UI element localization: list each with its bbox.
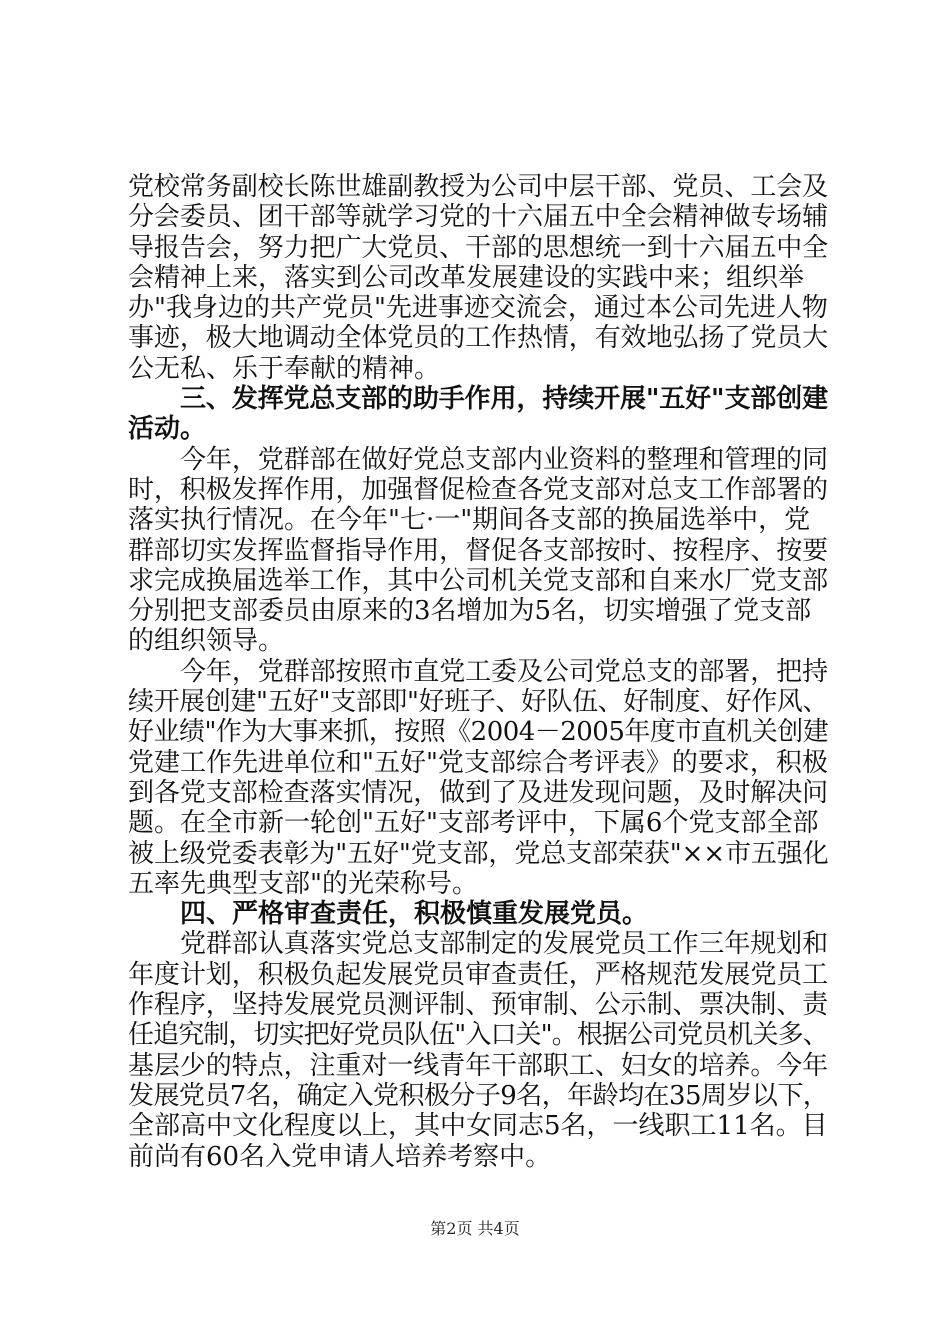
paragraph-line: 党群部认真落实党总支部制定的发展党员工作三年规划和 [180,929,829,960]
paragraph-line: 的组织领导。 [128,626,285,657]
paragraph-line: 分别把支部委员由原来的3名增加为5名，切实增强了党支部 [128,596,812,627]
paragraph-line: 落实执行情况。在今年"七·一"期间各支部的换届选举中，党 [128,505,811,536]
paragraph-line: 群部切实发挥监督指导作用，督促各支部按时、按程序、按要 [128,535,829,566]
paragraph-line: 五率先典型支部"的光荣称号。 [128,868,478,899]
paragraph-line: 续开展创建"五好"支部即"好班子、好队伍、好制度、好作风、 [128,687,828,718]
document-body [128,172,828,1172]
paragraph-line: 公无私、乐于奉献的精神。 [128,353,441,384]
paragraph-line: 作程序，坚持发展党员测评制、预审制、公示制、票决制、责 [128,990,829,1021]
paragraph-line: 题。在全市新一轮创"五好"支部考评中，下属6个党支部全部 [128,808,819,839]
paragraph-line: 基层少的特点，注重对一线青年干部职工、妇女的培养。今年 [128,1050,829,1081]
paragraph-line: 党校常务副校长陈世雄副教授为公司中层干部、党员、工会及 [128,172,829,202]
paragraph-line: 今年，党群部按照市直党工委及公司党总支的部署，把持 [180,656,829,687]
section-heading-line: 活动。 [128,414,207,445]
paragraph-line: 任追究制，切实把好党员队伍"入口关"。根据公司党员机关多、 [128,1020,828,1051]
paragraph-line: 导报告会，努力把广大党员、干部的思想统一到十六届五中全 [128,232,829,263]
paragraph-line: 年度计划，积极负起发展党员审查责任，严格规范发展党员工 [128,959,829,990]
paragraph-line: 分会委员、团干部等就学习党的十六届五中全会精神做专场辅 [128,202,829,233]
paragraph-line: 今年，党群部在做好党总支部内业资料的整理和管理的同 [180,444,829,475]
paragraph-line: 好业绩"作为大事来抓，按照《2004－2005年度市直机关创建 [128,717,829,748]
paragraph-line: 时，积极发挥作用，加强督促检查各党支部对总支工作部署的 [128,474,829,505]
paragraph-line: 会精神上来，落实到公司改革发展建设的实践中来；组织举 [128,262,805,293]
paragraph-line: 求完成换届选举工作，其中公司机关党支部和自来水厂党支部 [128,565,829,596]
paragraph-line: 办"我身边的共产党员"先进事迹交流会，通过本公司先进人物 [128,293,828,324]
section-heading-line: 四、严格审查责任，积极慎重发展党员。 [180,899,649,930]
page-footer: 第2页 共4页 [430,1219,520,1238]
paragraph-line: 事迹，极大地调动全体党员的工作热情，有效地弘扬了党员大 [128,323,829,354]
paragraph-line: 前尚有60名入党申请人培养考察中。 [128,1141,552,1172]
paragraph-line: 全部高中文化程度以上，其中女同志5名，一线职工11名。目 [128,1111,828,1142]
paragraph-line: 被上级党委表彰为"五好"党支部，党总支部荣获"××市五强化 [128,838,829,869]
section-heading-line: 三、发挥党总支部的助手作用，持续开展"五好"支部创建 [180,384,828,415]
paragraph-line: 党建工作先进单位和"五好"党支部综合考评表》的要求，积极 [128,747,828,778]
paragraph-line: 发展党员7名，确定入党积极分子9名，年龄均在35周岁以下， [128,1080,829,1111]
paragraph-line: 到各党支部检查落实情况，做到了及进发现问题，及时解决问 [128,777,829,808]
